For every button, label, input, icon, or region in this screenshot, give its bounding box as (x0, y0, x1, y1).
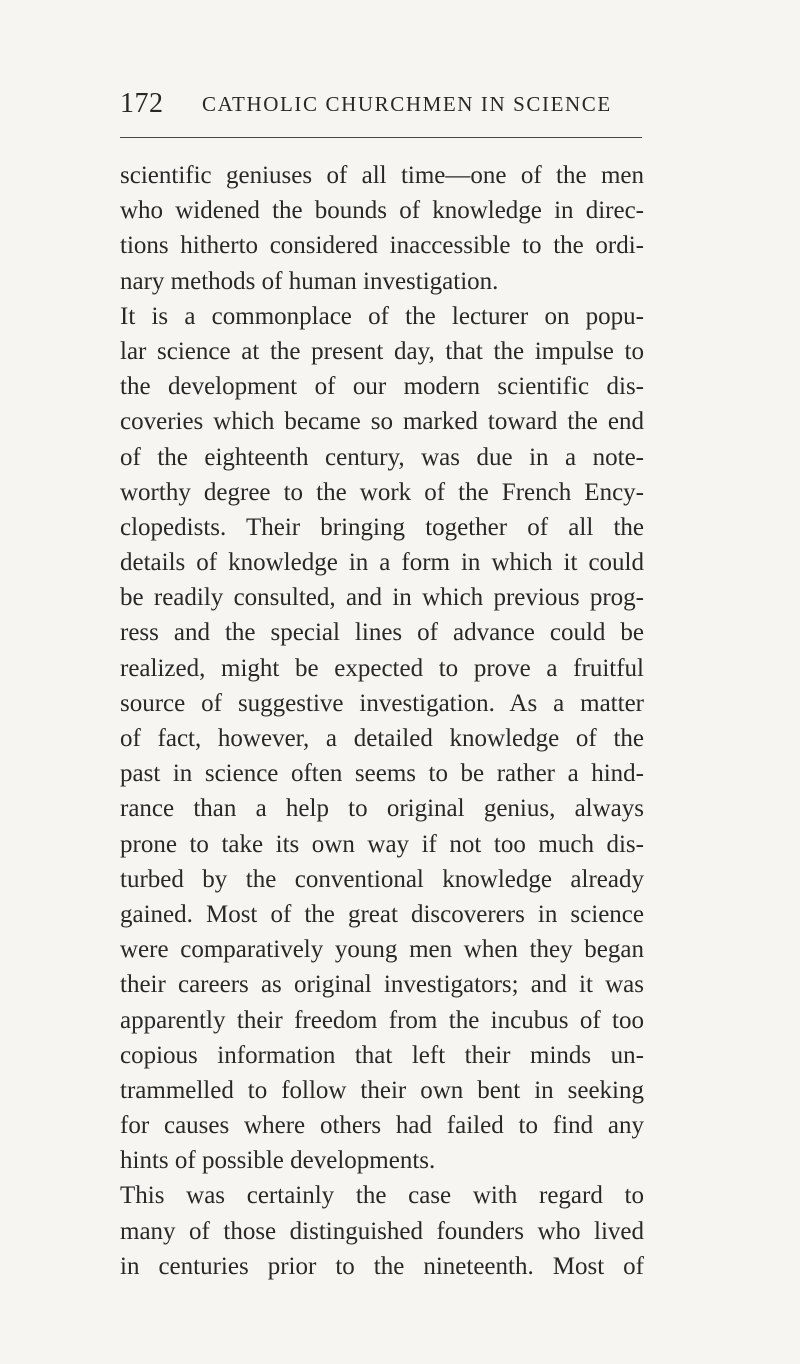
header-rule (120, 137, 642, 138)
text-line: clopedists. Their bringing together of all the (120, 513, 644, 541)
text-line: past in science often seems to be rather a hind- (120, 760, 644, 788)
text-line: nary methods of human investigation. (120, 267, 499, 295)
text-line: turbed by the conventional knowledge already (120, 865, 644, 893)
text-line: of fact, however, a detailed knowledge of the (120, 725, 644, 752)
text-line: apparently their freedom from the incubus of too (120, 1006, 644, 1034)
text-line: realized, might be expected to prove a fruitful (120, 654, 644, 682)
page-number: 172 (120, 88, 164, 119)
text-line: in centuries prior to the nineteenth. Most of (120, 1252, 644, 1280)
text-line: ress and the special lines of advance could be (120, 619, 644, 647)
text-line: It is a commonplace of the lecturer on popu- (120, 302, 644, 330)
text-line: the development of our modern scientific dis- (120, 373, 644, 401)
text-line: many of those distinguished founders who lived (120, 1217, 644, 1245)
text-line: who widened the bounds of knowledge in direc- (120, 197, 644, 225)
text-line: This was certainly the case with regard to (120, 1182, 644, 1210)
text-line: worthy degree to the work of the French Ency- (120, 478, 644, 506)
text-line: their careers as original investigators; and it was (120, 971, 644, 999)
text-line: copious information that left their minds un- (120, 1041, 644, 1069)
text-line: of the eighteenth century, was due in a note- (120, 443, 644, 471)
text-line: trammelled to follow their own bent in seeking (120, 1076, 644, 1104)
text-line: rance than a help to original genius, always (120, 795, 644, 823)
text-line: were comparatively young men when they began (120, 936, 644, 964)
text-line: scientific geniuses of all time—one of the men (120, 162, 644, 189)
text-line: gained. Most of the great discoverers in science (120, 900, 644, 928)
text-line: source of suggestive investigation. As a matter (120, 689, 644, 717)
text-line: be readily consulted, and in which previous prog- (120, 584, 644, 612)
text-line: coveries which became so marked toward the end (120, 408, 644, 436)
text-line: prone to take its own way if not too much dis- (120, 830, 644, 858)
text-line: details of knowledge in a form in which it could (120, 549, 644, 577)
text-line: for causes where others had failed to find any (120, 1112, 644, 1140)
body-text (120, 158, 644, 1284)
running-head (120, 88, 640, 122)
running-title: CATHOLIC CHURCHMEN IN SCIENCE (202, 92, 612, 116)
text-line: tions hitherto considered inaccessible to the ordi- (120, 232, 644, 260)
text-line: lar science at the present day, that the impulse to (120, 337, 644, 365)
text-line: hints of possible developments. (120, 1147, 436, 1175)
